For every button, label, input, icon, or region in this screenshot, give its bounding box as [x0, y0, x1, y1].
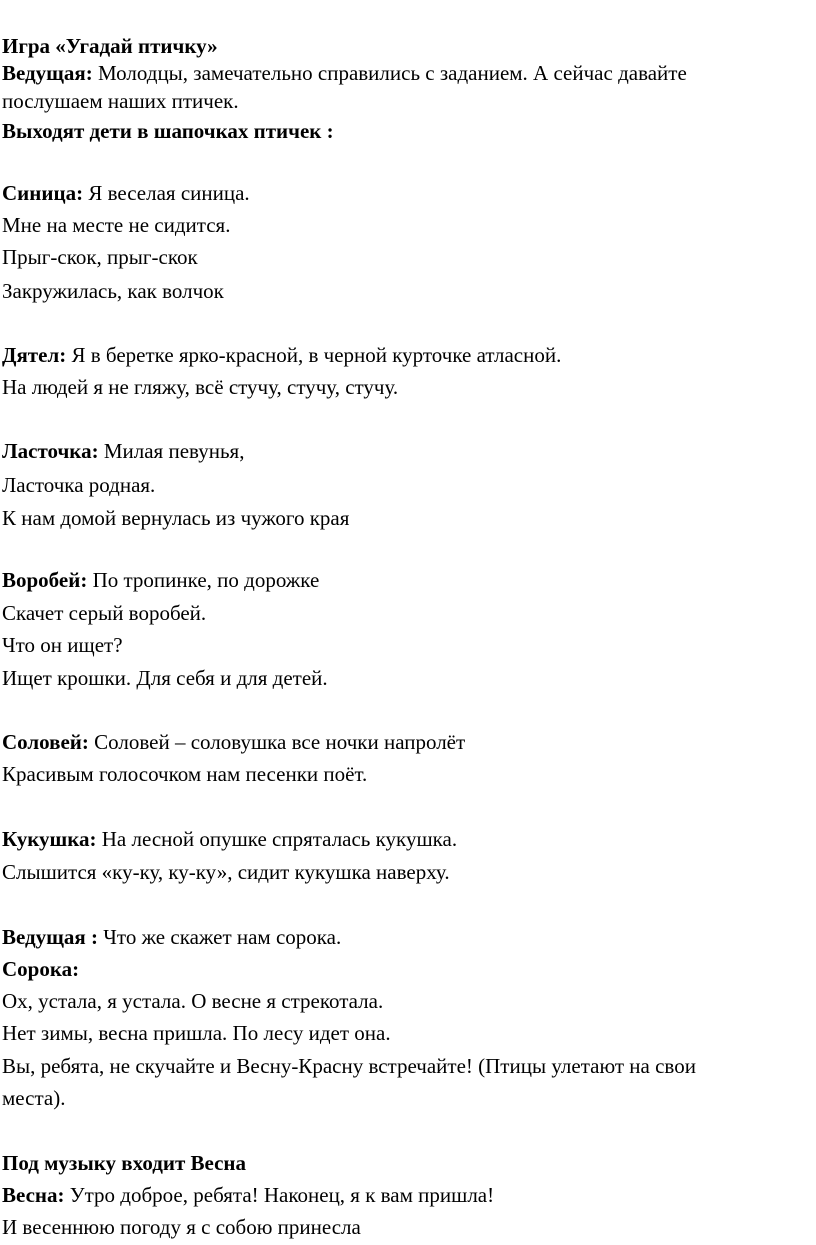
vorobey-line-1: Воробей: По тропинке, по дорожке — [2, 568, 320, 592]
sinitsa-line-1: Синица: Я веселая синица. — [2, 181, 250, 205]
host-line-2: Ведущая : Что же скажет нам сорока. — [2, 925, 342, 949]
dyatel-line-1: Дятел: Я в беретке ярко-красной, в черной курточке атласной. — [2, 343, 562, 367]
vesna-line-2: И весеннюю погоду я с собою принесла — [2, 1215, 361, 1239]
solovey-line-2: Красивым голосочком нам песенки поёт. — [2, 762, 368, 786]
intro-line-1: Ведущая: Молодцы, замечательно справились с заданием. А сейчас давайте — [2, 61, 687, 85]
vorobey-line-3: Что он ищет? — [2, 633, 123, 657]
soroka-line-3: Вы, ребята, не скучайте и Весну-Красну встречайте! (Птицы улетают на свои — [2, 1054, 696, 1078]
speaker-sinitsa: Синица: — [2, 181, 84, 205]
speaker-host: Ведущая: — [2, 61, 93, 85]
sinitsa-line-4: Закружилась, как волчок — [2, 279, 224, 303]
stage-direction: Выходят дети в шапочках птичек : — [2, 119, 334, 143]
soroka-line-4: места). — [2, 1086, 66, 1110]
soroka-line-1: Ох, устала, я устала. О весне я стрекотала. — [2, 989, 384, 1013]
lastochka-line-1: Ласточка: Милая певунья, — [2, 439, 245, 463]
lastochka-line-3: К нам домой вернулась из чужого края — [2, 506, 350, 530]
game-title: Игра «Угадай птичку» — [2, 34, 218, 58]
sinitsa-line-3: Прыг-скок, прыг-скок — [2, 245, 198, 269]
intro-line-2: послушаем наших птичек. — [2, 89, 239, 113]
speaker-vesna: Весна: — [2, 1183, 65, 1207]
kukushka-line-1: Кукушка: На лесной опушке спряталась кукушка. — [2, 827, 458, 851]
soroka-line-2: Нет зимы, весна пришла. По лесу идет она. — [2, 1021, 391, 1045]
speaker-solovey: Соловей: — [2, 730, 89, 754]
stage-direction-2: Под музыку входит Весна — [2, 1151, 247, 1175]
sinitsa-line-2: Мне на месте не сидится. — [2, 213, 231, 237]
solovey-line-1: Соловей: Соловей – соловушка все ночки напролёт — [2, 730, 466, 754]
speaker-kukushka: Кукушка: — [2, 827, 97, 851]
speaker-lastochka: Ласточка: — [2, 439, 99, 463]
speaker-soroka: Сорока: — [2, 957, 80, 981]
vorobey-line-2: Скачет серый воробей. — [2, 601, 207, 625]
speaker-dyatel: Дятел: — [2, 343, 67, 367]
soroka-speaker-line — [2, 956, 79, 982]
dyatel-line-2: На людей я не гляжу, всё стучу, стучу, стучу. — [2, 375, 399, 399]
speaker-vorobey: Воробей: — [2, 568, 88, 592]
kukushka-line-2: Слышится «ку-ку, ку-ку», сидит кукушка наверху. — [2, 860, 450, 884]
speaker-host-2: Ведущая : — [2, 925, 99, 949]
vesna-line-1: Весна: Утро доброе, ребята! Наконец, я к вам пришла! — [2, 1183, 495, 1207]
lastochka-line-2: Ласточка родная. — [2, 473, 156, 497]
vorobey-line-4: Ищет крошки. Для себя и для детей. — [2, 666, 328, 690]
